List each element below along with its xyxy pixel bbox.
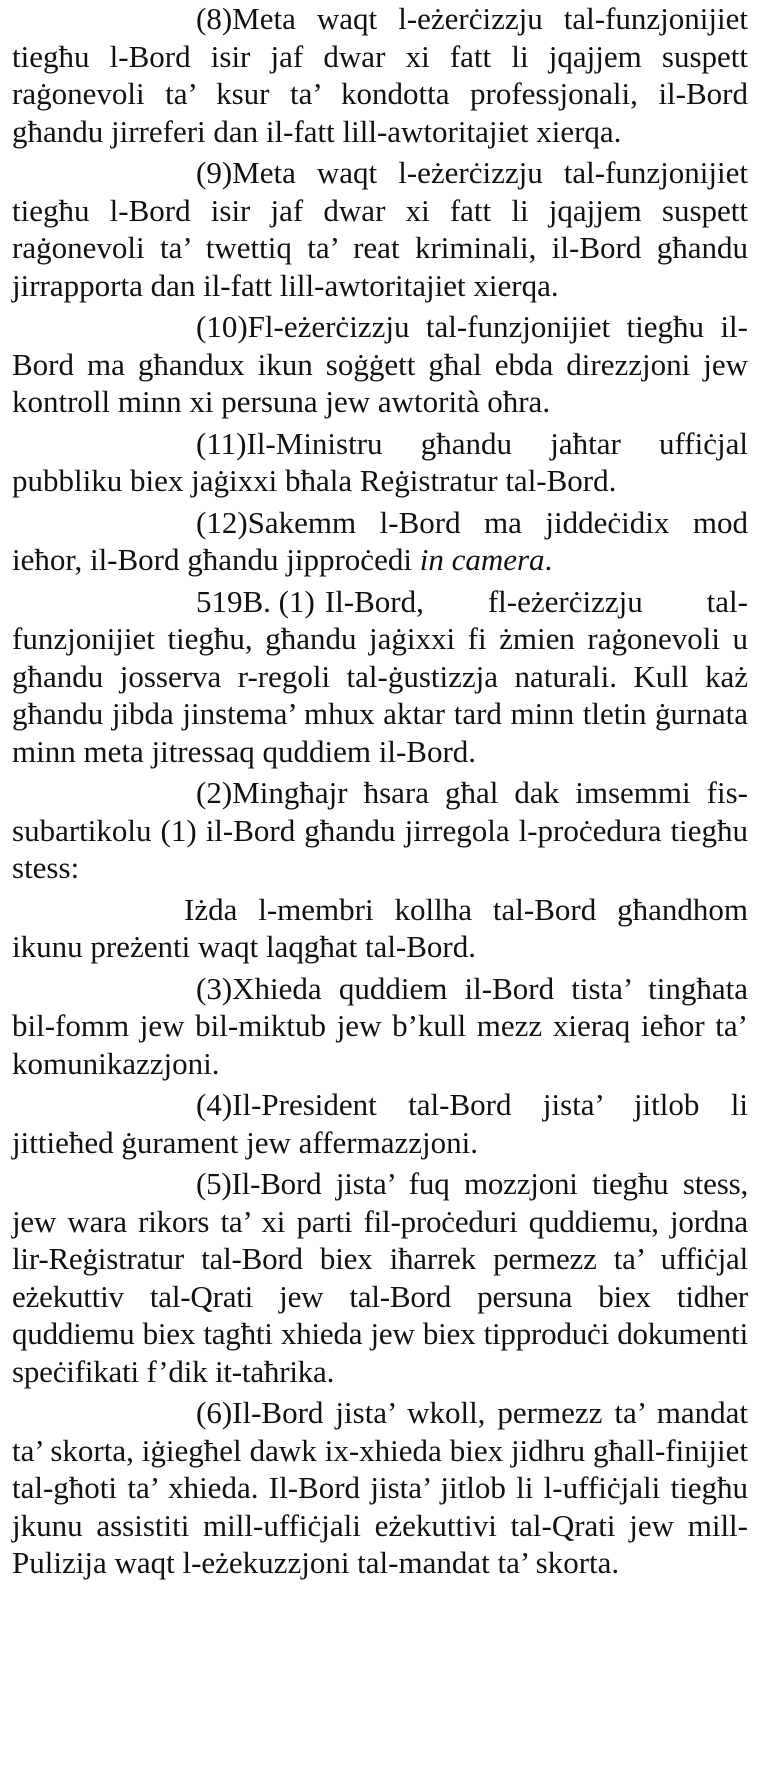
paragraph-9 (12, 154, 748, 304)
paragraph-number: (4) (196, 1087, 233, 1122)
paragraph-number: (9) (196, 155, 233, 190)
article-519b-paragraph-1 (12, 583, 748, 771)
paragraph-11 (12, 425, 748, 500)
paragraph-end-mark: . (544, 542, 553, 577)
paragraph-number: (6) (196, 1395, 233, 1430)
paragraph-5 (12, 1165, 748, 1390)
paragraph-number: (10) (196, 309, 248, 344)
paragraph-text: Xhieda quddiem il-Bord tista’ tingħata bil-fomm jew bil-miktub jew b’kull mezz xieraq ieħor ta’ komunikazzjoni. (12, 970, 748, 1081)
paragraph-text: Sakemm l-Bord ma jiddeċidix mod ieħor, il-Bord għandu jipproċedi (12, 504, 748, 577)
paragraph-10 (12, 308, 748, 421)
paragraph-2 (12, 774, 748, 887)
paragraph-text: Il-Bord, fl-eżerċizzju tal-funzjonijiet tiegħu, għandu jaġixxi fi żmien raġonevoli u għandu josserva r-regoli tal-ġustizzja naturali. Kull każ għandu jibda jinstema’ mhux aktar tard minn tletin ġurnata minn meta jitressaq quddiem il-Bord. (12, 583, 748, 769)
paragraph-8 (12, 0, 748, 150)
paragraph-text: Il-Bord jista’ fuq mozzjoni tiegħu stess, jew wara rikors ta’ xi parti fil-proċeduri quddiemu, jordna lir-Reġistratur tal-Bord biex iħarrek permezz ta’ uffiċjal eżekuttiv tal-Qrati jew tal-Bord persuna biex tidher quddiemu biex tagħti xhieda jew biex tipproduċi dokumenti speċifikati f’dik it-taħrika. (12, 1166, 748, 1389)
paragraph-text: Meta waqt l-eżerċizzju tal-funzjonijiet tiegħu l-Bord isir jaf dwar xi fatt li jqajjem suspett raġonevoli ta’ twettiq ta’ reat kriminali, il-Bord għandu jirrapporta dan il-fatt lill-awtoritajiet xierqa. (12, 155, 748, 303)
paragraph-12 (12, 504, 748, 579)
paragraph-number: (8) (196, 1, 233, 36)
paragraph-4 (12, 1086, 748, 1161)
paragraph-number: (5) (196, 1166, 232, 1201)
paragraph-3 (12, 970, 748, 1083)
paragraph-text: Il-President tal-Bord jista’ jitlob li jittieħed ġurament jew affermazzjoni. (12, 1087, 748, 1160)
paragraph-text: Il-Ministru għandu jaħtar uffiċjal pubbliku biex jaġixxi bħala Reġistratur tal-Bord. (12, 425, 748, 498)
proviso (12, 891, 748, 966)
paragraph-number: (12) (196, 504, 248, 540)
legal-text-page (12, 0, 748, 1586)
paragraph-text: Il-Bord jista’ wkoll, permezz ta’ mandat ta’ skorta, iġiegħel dawk ix-xhieda biex jidhru għall-finijiet tal-għoti ta’ xhieda. Il-Bord jista’ jitlob li l-uffiċjali tiegħu jkunu assistiti mill-uffiċjali eżekuttivi tal-Qrati jew mill-Pulizija waqt l-eżekuzzjoni tal-mandat ta’ skorta. (12, 1395, 748, 1580)
paragraph-number: (11) (196, 425, 247, 461)
paragraph-6 (12, 1394, 748, 1582)
paragraph-text: Mingħajr ħsara għal dak imsemmi fis-subartikolu (1) il-Bord għandu jirregola l-proċedura tiegħu stess: (12, 775, 748, 885)
article-number: 519B. (1) (196, 583, 315, 619)
paragraph-number: (3) (196, 970, 233, 1006)
paragraph-number: (2) (196, 775, 233, 810)
proviso-text: Iżda l-membri kollha tal-Bord għandhom ikunu preżenti waqt laqgħat tal-Bord. (12, 891, 748, 964)
italic-term: in camera (419, 542, 545, 577)
paragraph-text: Fl-eżerċizzju tal-funzjonijiet tiegħu il-Bord ma għandux ikun soġġett għal ebda direzzjoni jew kontroll minn xi persuna jew awtorità oħra. (12, 309, 748, 419)
paragraph-text: Meta waqt l-eżerċizzju tal-funzjonijiet tiegħu l-Bord isir jaf dwar xi fatt li jqajjem suspett raġonevoli ta’ ksur ta’ kondotta professjonali, il-Bord għandu jirreferi dan il-fatt lill-awtoritajiet xierqa. (12, 1, 748, 149)
